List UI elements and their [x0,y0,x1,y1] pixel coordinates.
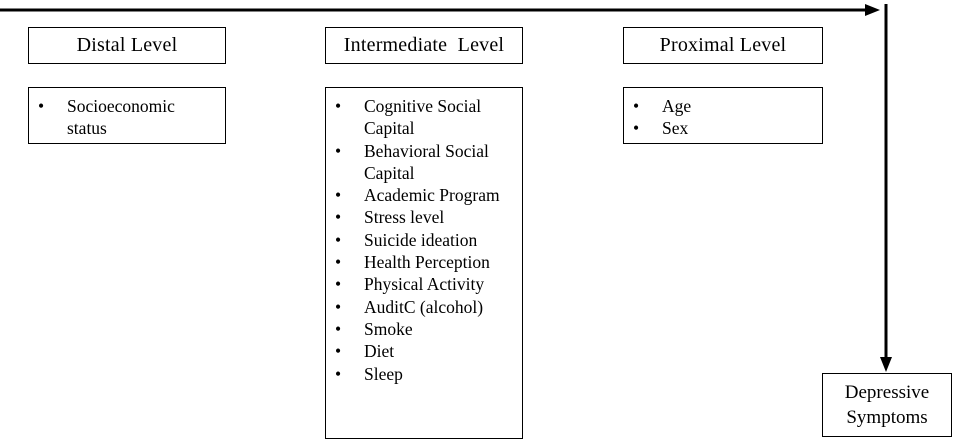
distal-factor: Socioeconomic status [67,96,175,139]
horizontal-arrow [0,4,880,16]
intermediate-factor: Health Perception [364,252,490,273]
intermediate-factor: Physical Activity [364,274,485,295]
proximal-level-header [623,27,823,64]
list-item [38,95,187,140]
intermediate-factor: Behavioral Social Capital [364,140,489,183]
intermediate-factor: Suicide ideation [364,229,478,250]
proximal-factors-list [633,95,822,140]
intermediate-factor: AuditC (alcohol) [364,296,484,317]
list-item [335,140,504,185]
outcome-box [822,373,952,437]
intermediate-factor: Academic Program [364,185,500,206]
list-item [335,296,522,318]
intermediate-factor: Cognitive Social Capital [364,96,482,139]
list-item [335,251,522,273]
list-item [335,318,522,340]
intermediate-factor: Diet [364,341,395,362]
distal-factors-box [28,87,226,144]
intermediate-level-header [325,27,523,64]
intermediate-level-title: Intermediate Level [343,34,505,56]
intermediate-factor: Smoke [364,318,413,339]
proximal-factor: Age [662,96,692,116]
intermediate-factor: Sleep [364,363,403,384]
intermediate-factors-list [335,95,522,385]
list-item [335,229,522,251]
proximal-factor: Sex [662,118,689,139]
proximal-factors-box [623,87,823,144]
list-item [335,363,522,385]
list-item [633,117,822,139]
list-item [335,273,522,295]
proximal-level-title: Proximal Level [659,34,787,56]
outcome-label: Depressive Symptoms [844,382,930,428]
list-item [335,95,504,140]
distal-factors-list [38,95,225,140]
list-item [335,206,522,228]
distal-level-title: Distal Level [76,34,178,56]
list-item [335,184,522,206]
distal-level-header [28,27,226,64]
list-item [633,95,822,117]
list-item [335,340,522,362]
intermediate-factor: Stress level [364,207,445,228]
vertical-arrow [880,4,892,372]
intermediate-factors-box [325,87,523,439]
